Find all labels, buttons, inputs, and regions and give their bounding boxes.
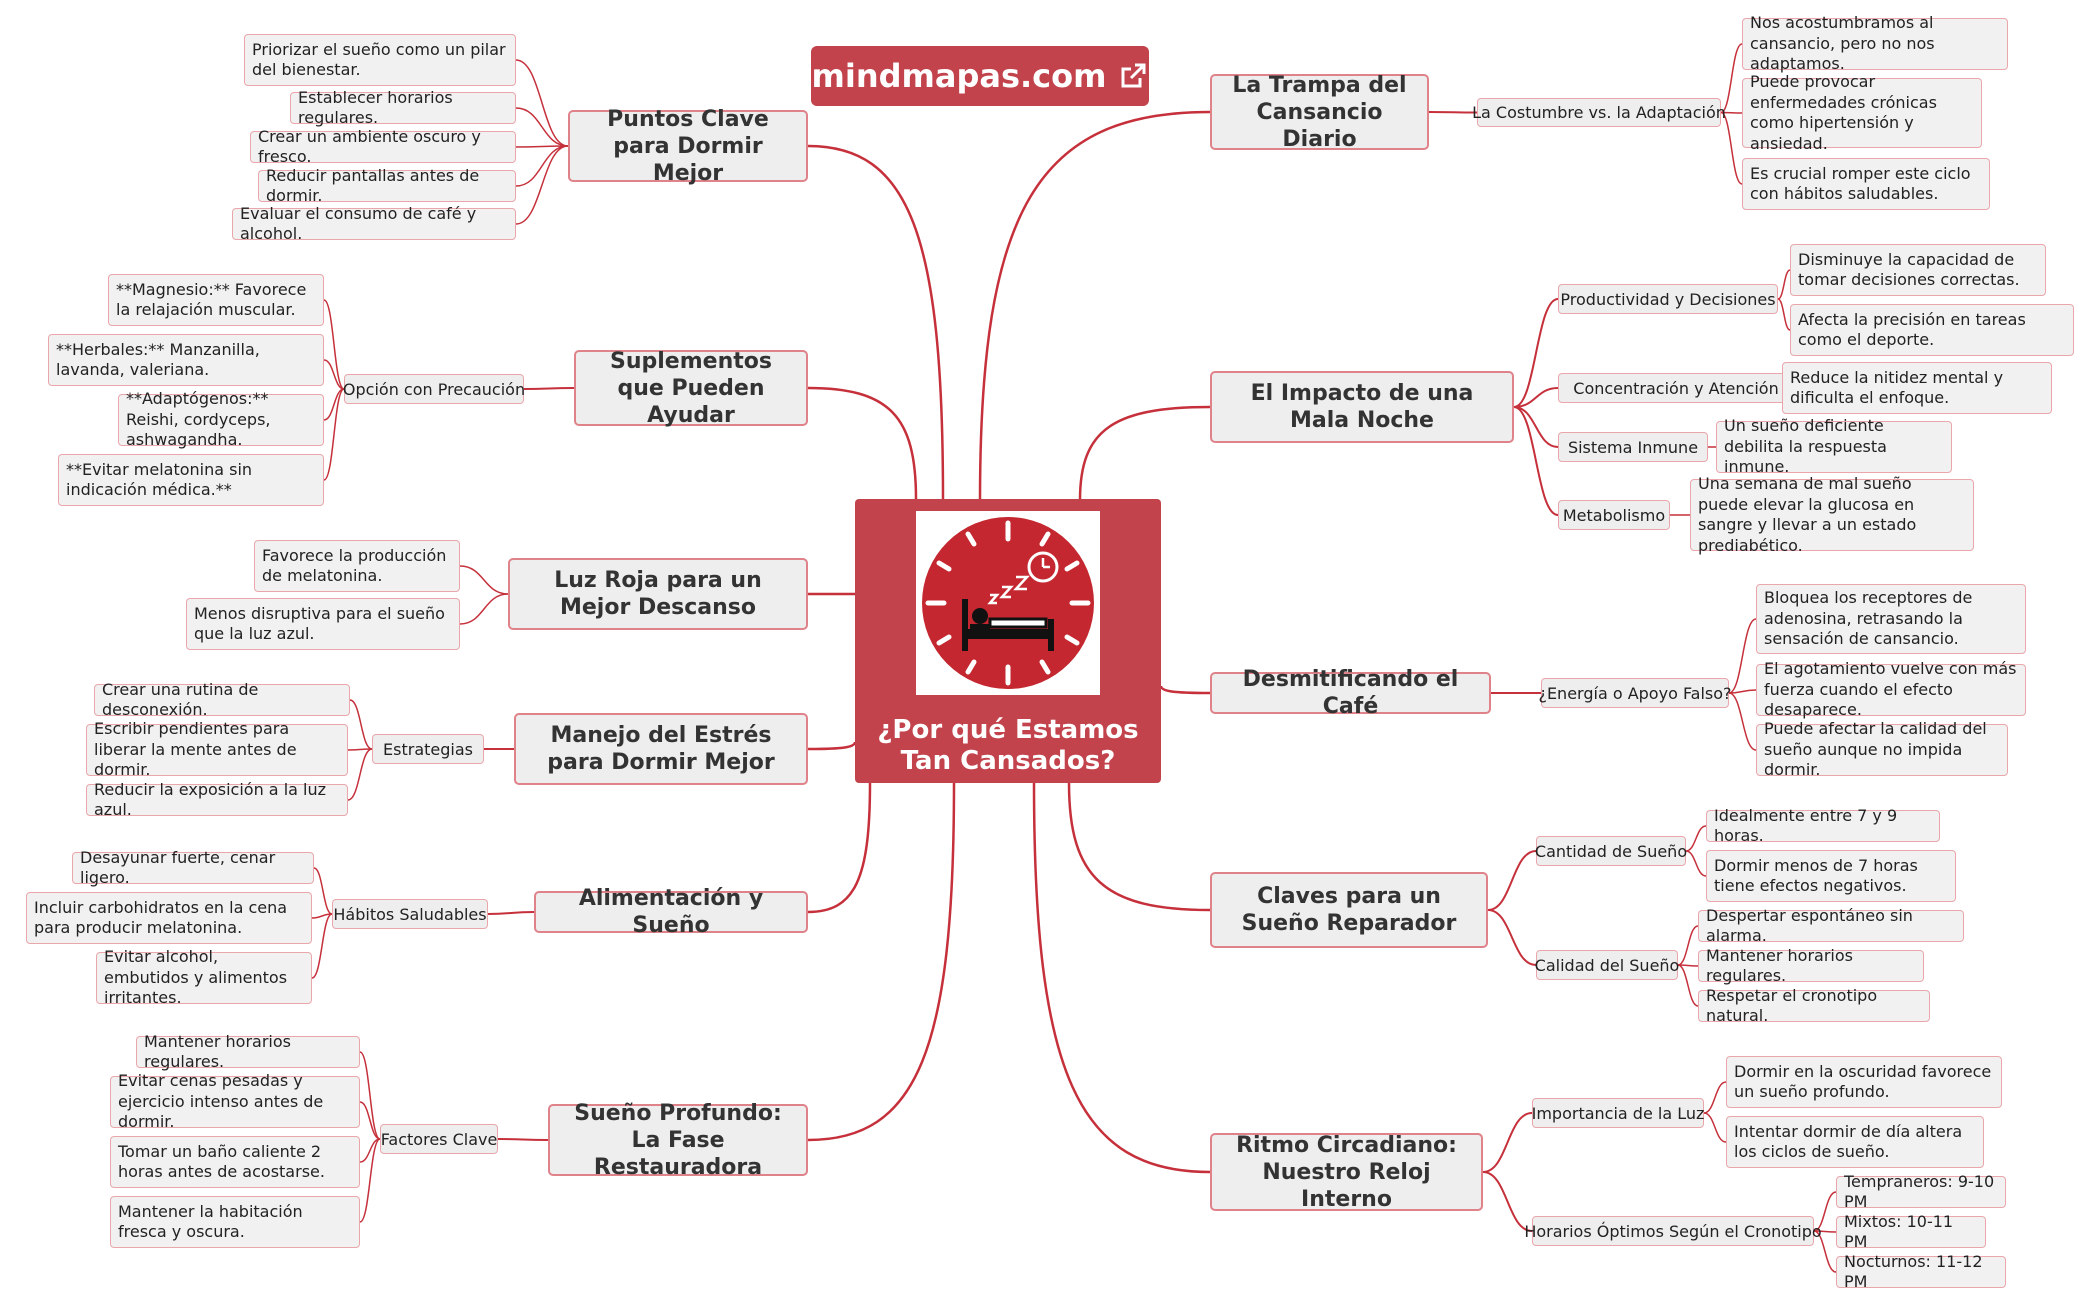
- leaf-impacto-0-0-label: Disminuye la capacidad de tomar decisiones correctas.: [1798, 249, 2020, 289]
- leaf-trampa-0-2-label: Es crucial romper este ciclo con hábitos saludables.: [1750, 163, 1971, 203]
- leaf-trampa-0-1-label: Puede provocar enfermedades crónicas como hipertensión y ansiedad.: [1750, 72, 1937, 153]
- leaf-impacto-2-0[interactable]: [1716, 416, 1952, 477]
- leaf-ritmo-1-1-label: Mixtos: 10-11 PM: [1844, 1211, 1954, 1251]
- branch-profundo[interactable]: [548, 1100, 808, 1180]
- branch-luz[interactable]: [508, 558, 808, 630]
- sub-line-impacto-0: [1514, 299, 1558, 407]
- leaf-impacto-0-1[interactable]: [1790, 304, 2074, 356]
- leaf-profundo-0-3[interactable]: [110, 1196, 360, 1248]
- leaf-profundo-0-2-label: Tomar un baño caliente 2 horas antes de acostarse.: [118, 1141, 325, 1181]
- subtopic-impacto-3-label: Metabolismo: [1562, 505, 1666, 525]
- leaf-cafe-0-2-label: Puede afectar la calidad del sueño aunque no impida dormir.: [1764, 719, 1987, 780]
- leaf-profundo-0-1-label: Evitar cenas pesadas y ejercicio intenso antes de dormir.: [118, 1071, 324, 1132]
- leaf-line-claves-0-0: [1686, 826, 1706, 851]
- leaf-impacto-0-0[interactable]: [1790, 244, 2046, 296]
- leaf-luz-1-label: Menos disruptiva para el sueño que la luz azul.: [194, 603, 445, 643]
- leaf-alimentacion-0-1[interactable]: [26, 892, 312, 944]
- leaf-trampa-0-1[interactable]: [1742, 72, 1982, 153]
- subtopic-profundo-0[interactable]: [380, 1124, 498, 1154]
- leaf-claves-0-1-label: Dormir menos de 7 horas tiene efectos negativos.: [1714, 855, 1918, 895]
- central-title: ¿Por qué Estamos Tan Cansados?: [877, 715, 1139, 776]
- leaf-line-puntos-1: [516, 108, 568, 146]
- subtopic-profundo-0-label: Factores Clave: [380, 1129, 498, 1149]
- leaf-claves-0-0[interactable]: [1706, 805, 1940, 845]
- subtopic-claves-1[interactable]: [1536, 950, 1678, 980]
- leaf-profundo-0-3-label: Mantener la habitación fresca y oscura.: [118, 1201, 303, 1241]
- branch-trampa[interactable]: [1210, 74, 1429, 150]
- subtopic-estres-0[interactable]: [372, 734, 484, 764]
- central-topic[interactable]: [855, 499, 1161, 783]
- leaf-claves-0-1[interactable]: [1706, 850, 1956, 902]
- leaf-puntos-0[interactable]: [244, 34, 516, 86]
- sub-line-impacto-2: [1514, 407, 1558, 447]
- leaf-line-claves-1-0: [1678, 926, 1698, 965]
- subtopic-alimentacion-0-label: Hábitos Saludables: [333, 904, 487, 924]
- leaf-impacto-1-0[interactable]: [1782, 362, 2052, 414]
- brand-link[interactable]: [811, 46, 1149, 106]
- leaf-luz-0-label: Favorece la producción de melatonina.: [262, 545, 447, 585]
- leaf-ritmo-0-0-label: Dormir en la oscuridad favorece un sueño profundo.: [1734, 1061, 1992, 1101]
- leaf-puntos-2-label: Crear un ambiente oscuro y fresco.: [258, 126, 481, 166]
- leaf-alimentacion-0-2[interactable]: [96, 947, 312, 1008]
- leaf-puntos-4-label: Evaluar el consumo de café y alcohol.: [240, 203, 477, 243]
- subtopic-trampa-0-label: La Costumbre vs. la Adaptación: [1472, 103, 1726, 122]
- leaf-line-ritmo-0-1: [1704, 1113, 1726, 1142]
- subtopic-suplementos-0[interactable]: [344, 374, 524, 404]
- subtopic-claves-1-label: Calidad del Sueño: [1534, 955, 1680, 975]
- leaf-impacto-3-0-label: Una semana de mal sueño puede elevar la glucosa en sangre y llevar a un estado prediabético.: [1698, 474, 1917, 555]
- branch-cafe-label: Desmitificando el Café: [1242, 667, 1459, 719]
- leaf-estres-0-1[interactable]: [86, 719, 348, 780]
- brand-label: mindmapas.com: [811, 57, 1107, 95]
- leaf-estres-0-2[interactable]: [86, 779, 348, 819]
- leaf-line-impacto-0-0: [1778, 270, 1790, 299]
- clock-sleep-icon: [916, 511, 1100, 695]
- branch-profundo-label: Sueño Profundo: La Fase Restauradora: [574, 1100, 782, 1180]
- subtopic-cafe-0[interactable]: [1538, 678, 1732, 708]
- leaf-puntos-0-label: Priorizar el sueño como un pilar del bienestar.: [252, 39, 506, 79]
- leaf-luz-1[interactable]: [186, 598, 460, 650]
- subtopic-trampa-0[interactable]: [1472, 98, 1726, 127]
- sub-line-trampa-0: [1429, 112, 1477, 113]
- sub-line-ritmo-0: [1483, 1113, 1532, 1172]
- leaf-puntos-2[interactable]: [250, 126, 516, 166]
- branch-line-cafe: [1161, 686, 1210, 693]
- branch-claves-label: Claves para un Sueño Reparador: [1241, 884, 1457, 936]
- leaf-claves-0-0-label: Idealmente entre 7 y 9 horas.: [1714, 805, 1898, 845]
- leaf-alimentacion-0-1-label: Incluir carbohidratos en la cena para producir melatonina.: [34, 897, 288, 937]
- leaf-suplementos-0-3-label: **Evitar melatonina sin indicación médica.**: [66, 459, 253, 499]
- leaf-cafe-0-1-label: El agotamiento vuelve con más fuerza cuando el efecto desaparece.: [1764, 659, 2017, 720]
- external-link-icon: [1118, 61, 1148, 91]
- branch-puntos-label: Puntos Clave para Dormir Mejor: [607, 106, 769, 186]
- leaf-claves-1-2[interactable]: [1698, 985, 1930, 1025]
- leaf-line-estres-0-2: [348, 749, 372, 800]
- leaf-suplementos-0-0-label: **Magnesio:** Favorece la relajación muscular.: [116, 279, 307, 319]
- branch-line-ritmo: [1034, 783, 1210, 1172]
- leaf-suplementos-0-3[interactable]: [58, 454, 324, 506]
- leaf-estres-0-1-label: Escribir pendientes para liberar la mente antes de dormir.: [94, 719, 297, 780]
- leaf-trampa-0-2[interactable]: [1742, 158, 1990, 210]
- leaf-claves-1-2-label: Respetar el cronotipo natural.: [1706, 985, 1878, 1025]
- leaf-ritmo-0-1-label: Intentar dormir de día altera los ciclos de sueño.: [1734, 1121, 1963, 1161]
- leaf-puntos-4[interactable]: [232, 203, 516, 243]
- branch-ritmo-label: Ritmo Circadiano: Nuestro Reloj Interno: [1236, 1132, 1457, 1212]
- branch-line-profundo: [808, 783, 954, 1140]
- leaf-impacto-0-1-label: Afecta la precisión en tareas como el deporte.: [1798, 309, 2026, 349]
- branch-line-claves: [1069, 783, 1210, 910]
- subtopic-impacto-3[interactable]: [1558, 500, 1670, 530]
- subtopic-estres-0-label: Estrategias: [383, 739, 473, 759]
- branch-line-alimentacion: [808, 783, 870, 912]
- leaf-puntos-1[interactable]: [290, 87, 516, 127]
- branch-line-puntos: [808, 146, 943, 499]
- leaf-profundo-0-2[interactable]: [110, 1136, 360, 1188]
- leaf-line-alimentacion-0-0: [314, 868, 332, 914]
- leaf-line-cafe-0-2: [1729, 693, 1756, 750]
- subtopic-claves-0-label: Cantidad de Sueño: [1534, 841, 1688, 861]
- leaf-suplementos-0-2[interactable]: [118, 389, 324, 450]
- leaf-impacto-3-0[interactable]: [1690, 474, 1974, 555]
- leaf-puntos-3-label: Reducir pantallas antes de dormir.: [266, 165, 480, 205]
- leaf-puntos-1-label: Establecer horarios regulares.: [298, 87, 453, 127]
- branch-alimentacion[interactable]: [534, 886, 808, 938]
- branch-suplementos-label: Suplementos que Pueden Ayudar: [610, 348, 772, 428]
- branch-line-suplementos: [808, 388, 916, 499]
- branch-impacto[interactable]: [1210, 371, 1514, 443]
- leaf-profundo-0-0[interactable]: [136, 1031, 360, 1071]
- subtopic-impacto-0[interactable]: [1558, 284, 1778, 314]
- leaf-line-profundo-0-0: [360, 1052, 380, 1139]
- leaf-line-luz-0: [460, 566, 508, 594]
- leaf-alimentacion-0-0[interactable]: [72, 847, 314, 887]
- branch-line-estres: [808, 742, 855, 749]
- leaf-profundo-0-0-label: Mantener horarios regulares.: [144, 1031, 291, 1071]
- leaf-ritmo-1-0-label: Tempraneros: 9-10 PM: [1844, 1171, 1995, 1211]
- leaf-alimentacion-0-0-label: Desayunar fuerte, cenar ligero.: [80, 847, 276, 887]
- branch-claves[interactable]: [1210, 872, 1488, 948]
- leaf-line-ritmo-0-0: [1704, 1082, 1726, 1113]
- branch-estres[interactable]: [514, 713, 808, 785]
- leaf-ritmo-0-1[interactable]: [1726, 1116, 1984, 1168]
- subtopic-ritmo-0[interactable]: [1532, 1098, 1704, 1128]
- leaf-impacto-1-0-label: Reduce la nitidez mental y dificulta el enfoque.: [1790, 367, 2004, 407]
- leaf-suplementos-0-2-label: **Adaptógenos:** Reishi, cordyceps, ashwagandha.: [126, 389, 271, 450]
- leaf-puntos-3[interactable]: [258, 165, 516, 205]
- leaf-ritmo-0-0[interactable]: [1726, 1056, 2002, 1108]
- leaf-ritmo-1-1[interactable]: [1836, 1211, 1986, 1251]
- leaf-line-cafe-0-0: [1729, 619, 1756, 693]
- leaf-cafe-0-2[interactable]: [1756, 719, 2008, 780]
- leaf-suplementos-0-0[interactable]: [108, 274, 324, 326]
- branch-line-impacto: [1080, 407, 1210, 500]
- branch-suplementos[interactable]: [574, 350, 808, 426]
- leaf-claves-1-1[interactable]: [1698, 945, 1924, 985]
- leaf-claves-1-0[interactable]: [1698, 905, 1964, 945]
- branch-trampa-label: La Trampa del Cansancio Diario: [1232, 72, 1407, 152]
- leaf-suplementos-0-1-label: **Herbales:** Manzanilla, lavanda, valeriana.: [56, 339, 260, 379]
- branch-ritmo[interactable]: [1210, 1133, 1483, 1211]
- subtopic-suplementos-0-label: Opción con Precaución: [342, 379, 526, 399]
- leaf-luz-0[interactable]: [254, 540, 460, 592]
- branch-alimentacion-label: Alimentación y Sueño: [578, 886, 764, 938]
- subtopic-cafe-0-label: ¿Energía o Apoyo Falso?: [1538, 683, 1732, 703]
- subtopic-impacto-0-label: Productividad y Decisiones: [1560, 289, 1776, 309]
- leaf-estres-0-2-label: Reducir la exposición a la luz azul.: [94, 779, 327, 819]
- sub-line-claves-0: [1488, 851, 1536, 910]
- subtopic-alimentacion-0[interactable]: [332, 899, 488, 929]
- leaf-line-estres-0-0: [350, 700, 372, 749]
- subtopic-ritmo-0-label: Importancia de la Luz: [1531, 1103, 1705, 1123]
- sub-line-claves-1: [1488, 910, 1536, 965]
- branch-puntos[interactable]: [568, 106, 808, 186]
- leaf-line-profundo-0-1: [360, 1102, 380, 1139]
- leaf-cafe-0-0-label: Bloquea los receptores de adenosina, retrasando la sensación de cansancio.: [1764, 588, 1973, 649]
- sub-line-alimentacion-0: [488, 912, 534, 914]
- leaf-line-puntos-0: [516, 60, 568, 146]
- leaf-line-puntos-3: [516, 146, 568, 186]
- subtopic-impacto-1-label: Concentración y Atención: [1573, 378, 1779, 398]
- subtopic-claves-0[interactable]: [1536, 836, 1686, 866]
- leaf-line-claves-1-2: [1678, 965, 1698, 1006]
- leaf-suplementos-0-1[interactable]: [48, 334, 324, 386]
- subtopic-impacto-2-label: Sistema Inmune: [1567, 437, 1699, 457]
- leaf-trampa-0-0-label: Nos acostumbramos al cansancio, pero no nos adaptamos.: [1750, 13, 1935, 74]
- subtopic-impacto-1[interactable]: [1558, 373, 1794, 403]
- leaf-claves-1-0-label: Despertar espontáneo sin alarma.: [1706, 905, 1913, 945]
- subtopic-ritmo-1[interactable]: [1524, 1216, 1822, 1246]
- leaf-impacto-2-0-label: Un sueño deficiente debilita la respuesta inmune.: [1724, 416, 1887, 477]
- leaf-profundo-0-1[interactable]: [110, 1071, 360, 1132]
- leaf-line-claves-0-1: [1686, 851, 1706, 876]
- leaf-line-trampa-0-2: [1721, 113, 1742, 185]
- leaf-line-alimentacion-0-2: [312, 914, 332, 978]
- leaf-estres-0-0-label: Crear una rutina de desconexión.: [102, 679, 259, 719]
- leaf-claves-1-1-label: Mantener horarios regulares.: [1706, 945, 1853, 985]
- leaf-cafe-0-0[interactable]: [1756, 584, 2026, 654]
- branch-cafe[interactable]: [1210, 667, 1491, 719]
- leaf-ritmo-1-2-label: Nocturnos: 11-12 PM: [1844, 1251, 1983, 1291]
- sub-line-profundo-0: [498, 1139, 548, 1140]
- branch-estres-label: Manejo del Estrés para Dormir Mejor: [547, 723, 775, 775]
- leaf-line-luz-1: [460, 594, 508, 624]
- sub-line-suplementos-0: [524, 388, 574, 389]
- branch-luz-label: Luz Roja para un Mejor Descanso: [554, 568, 762, 620]
- leaf-estres-0-0[interactable]: [94, 679, 350, 719]
- leaf-line-impacto-0-1: [1778, 299, 1790, 330]
- leaf-ritmo-1-0[interactable]: [1836, 1171, 2006, 1211]
- subtopic-impacto-2[interactable]: [1558, 432, 1708, 462]
- leaf-alimentacion-0-2-label: Evitar alcohol, embutidos y alimentos irritantes.: [104, 947, 288, 1008]
- branch-impacto-label: El Impacto de una Mala Noche: [1250, 381, 1474, 433]
- subtopic-ritmo-1-label: Horarios Óptimos Según el Cronotipo: [1524, 1221, 1822, 1241]
- sub-line-impacto-3: [1514, 407, 1558, 515]
- leaf-ritmo-1-2[interactable]: [1836, 1251, 2006, 1291]
- leaf-cafe-0-1[interactable]: [1756, 659, 2026, 720]
- leaf-trampa-0-0[interactable]: [1742, 13, 2008, 74]
